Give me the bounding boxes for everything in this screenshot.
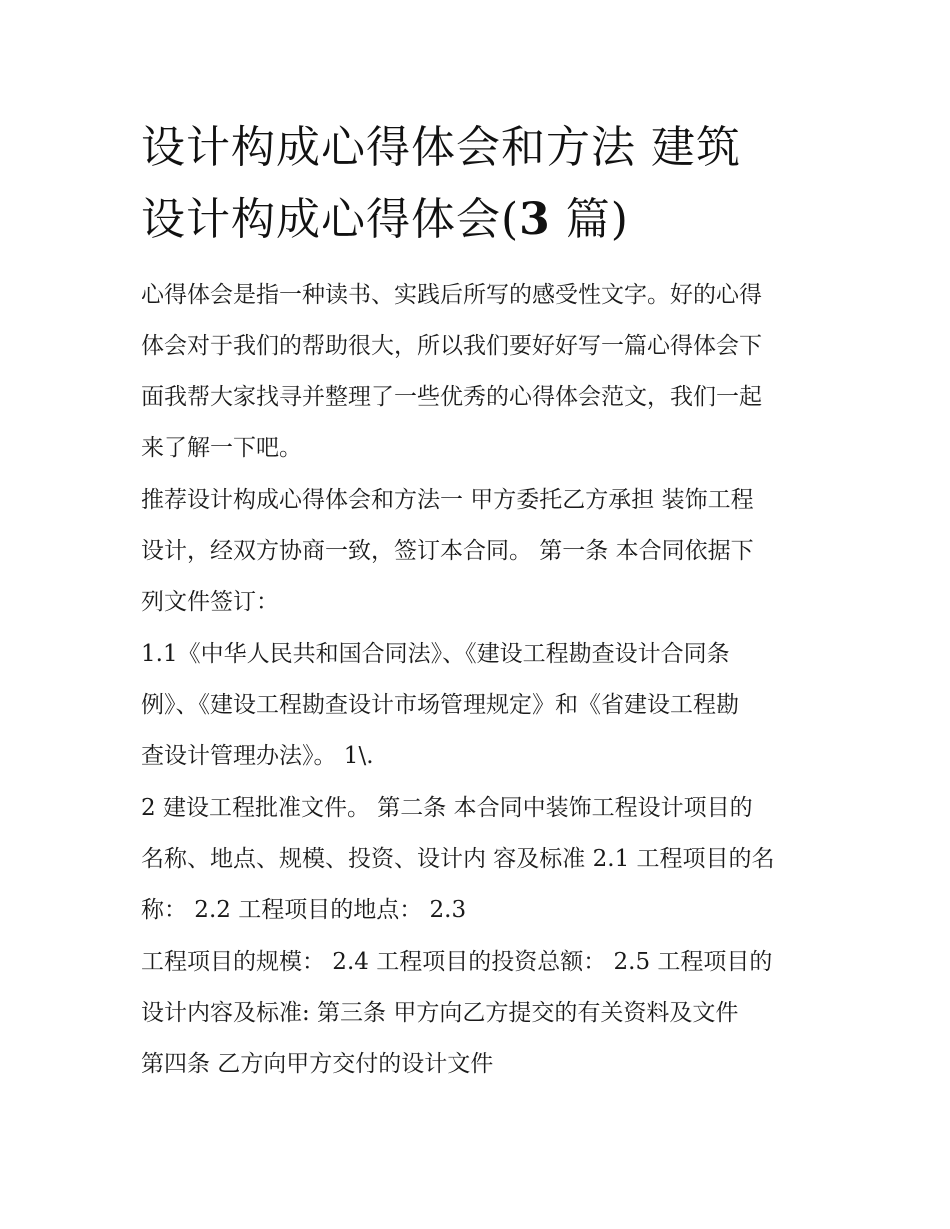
text-line: 体会对于我们的帮助很大，所以我们要好好写一篇心得体会下 <box>141 333 762 359</box>
text-line: 查设计管理办法》。 1\. <box>141 743 374 769</box>
document-body <box>141 270 813 1090</box>
title-line-2-suffix: 篇) <box>550 194 629 245</box>
title-line-2 <box>141 184 813 256</box>
text-line: 工程项目的规模： 2.4 工程项目的投资总额： 2.5 工程项目的 <box>141 949 773 975</box>
paragraph-clause-1-1 <box>141 629 813 782</box>
text-line: 设计内容及标准: 第三条 甲方向乙方提交的有关资料及文件 <box>141 1000 739 1026</box>
text-line: 称： 2.2 工程项目的地点： 2.3 <box>141 897 467 923</box>
title-count: 3 <box>519 194 551 245</box>
document-title <box>141 112 813 256</box>
text-line: 2 建设工程批准文件。 第二条 本合同中装饰工程设计项目的 <box>141 795 753 821</box>
paragraph-clause-2 <box>141 783 813 936</box>
title-line-1: 设计构成心得体会和方法 建筑 <box>141 122 741 173</box>
text-line: 1.1《中华人民共和国合同法》、《建设工程勘查设计合同条 <box>141 641 730 667</box>
text-line: 推荐设计构成心得体会和方法一 甲方委托乙方承担 装饰工程 <box>141 487 754 513</box>
paragraph-intro <box>141 270 813 474</box>
text-line: 例》、《建设工程勘查设计市场管理规定》和《省建设工程勘 <box>141 692 739 718</box>
text-line: 名称、地点、规模、投资、设计内 容及标准 2.1 工程项目的名 <box>141 846 775 872</box>
text-line: 面我帮大家找寻并整理了一些优秀的心得体会范文，我们一起 <box>141 384 762 410</box>
document-page <box>141 112 813 1091</box>
text-line: 第四条 乙方向甲方交付的设计文件 <box>141 1051 494 1077</box>
text-line: 设计，经双方协商一致，签订本合同。 第一条 本合同依据下 <box>141 538 754 564</box>
title-line-2-prefix: 设计构成心得体会( <box>141 194 520 245</box>
text-line: 列文件签订： <box>141 589 279 615</box>
paragraph-project-details <box>141 937 813 1090</box>
text-line: 来了解一下吧。 <box>141 435 302 461</box>
text-line: 心得体会是指一种读书、实践后所写的感受性文字。好的心得 <box>141 282 762 308</box>
paragraph-recommendation <box>141 475 813 628</box>
